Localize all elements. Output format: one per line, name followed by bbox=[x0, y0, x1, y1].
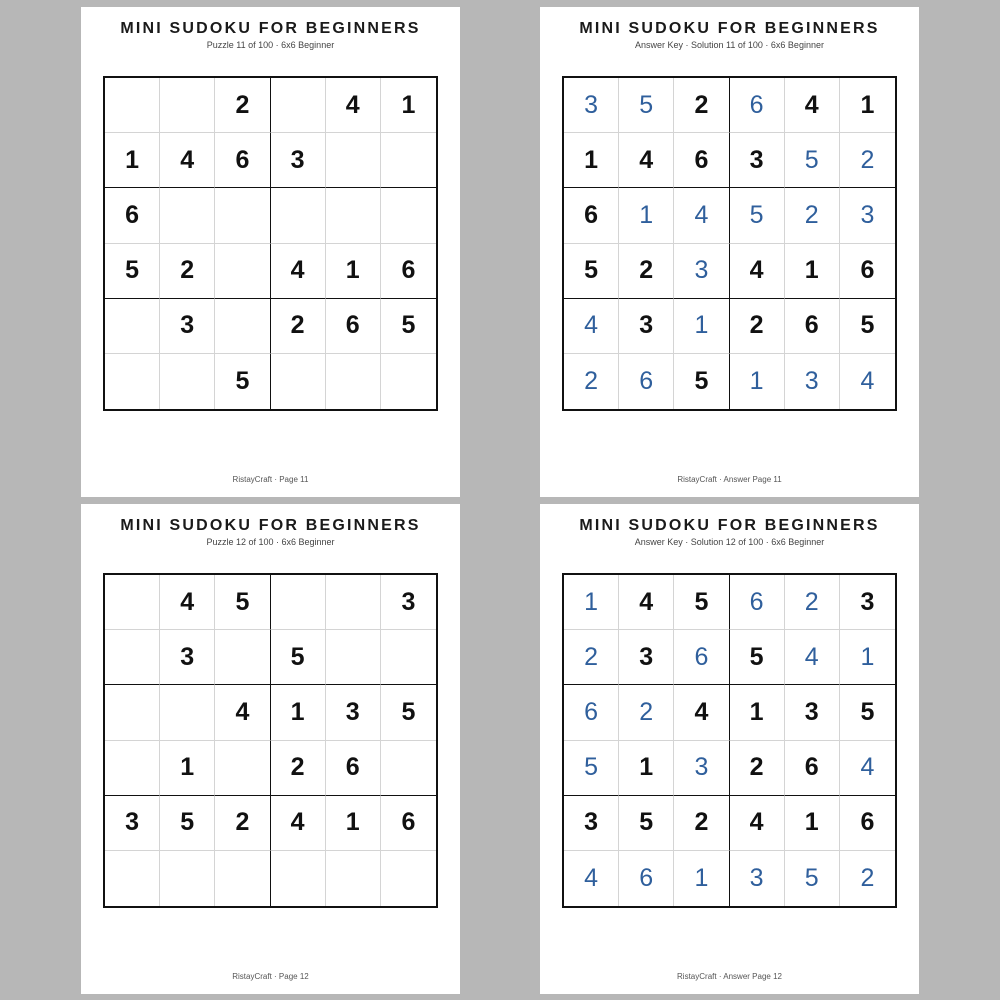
grid-cell bbox=[271, 575, 326, 630]
grid-cell: 1 bbox=[674, 299, 729, 354]
page-footer: RistayCraft · Page 11 bbox=[232, 475, 309, 484]
grid-cell: 1 bbox=[730, 354, 785, 409]
grid-cell: 2 bbox=[215, 78, 270, 133]
grid-cell bbox=[271, 851, 326, 906]
grid-cell: 5 bbox=[619, 796, 674, 851]
grid-cell: 3 bbox=[730, 133, 785, 188]
grid-cell: 4 bbox=[564, 299, 619, 354]
grid-cell: 4 bbox=[619, 133, 674, 188]
grid-cell: 3 bbox=[326, 685, 381, 740]
grid-cell: 5 bbox=[215, 354, 270, 409]
page-title: MINI SUDOKU FOR BEGINNERS bbox=[120, 20, 421, 37]
grid-cell: 3 bbox=[160, 630, 215, 685]
grid-cell: 3 bbox=[674, 741, 729, 796]
grid-cell: 5 bbox=[785, 851, 840, 906]
grid-cell bbox=[160, 851, 215, 906]
grid-cell: 3 bbox=[785, 685, 840, 740]
answer-page-12 bbox=[540, 504, 919, 994]
grid-cell bbox=[381, 851, 436, 906]
sudoku-grid bbox=[562, 76, 897, 411]
grid-cell: 6 bbox=[785, 741, 840, 796]
grid-cell: 5 bbox=[564, 741, 619, 796]
grid-cell bbox=[105, 630, 160, 685]
page-subtitle: Puzzle 11 of 100 · 6x6 Beginner bbox=[206, 40, 335, 50]
grid-cell bbox=[215, 741, 270, 796]
grid-cell bbox=[105, 851, 160, 906]
grid-cell: 6 bbox=[674, 133, 729, 188]
puzzle-page-11 bbox=[81, 7, 460, 497]
grid-cell: 2 bbox=[619, 244, 674, 299]
grid-cell: 6 bbox=[840, 796, 895, 851]
grid-cell: 5 bbox=[730, 630, 785, 685]
page-footer: RistayCraft · Page 12 bbox=[232, 972, 309, 981]
grid-cell: 3 bbox=[160, 299, 215, 354]
grid-cell: 2 bbox=[271, 299, 326, 354]
grid-cell: 5 bbox=[105, 244, 160, 299]
grid-cell: 1 bbox=[840, 630, 895, 685]
grid-cell bbox=[326, 188, 381, 243]
puzzle-page-12 bbox=[81, 504, 460, 994]
grid-cell: 2 bbox=[619, 685, 674, 740]
grid-cell: 1 bbox=[564, 575, 619, 630]
grid-cell: 6 bbox=[381, 244, 436, 299]
grid-cell: 4 bbox=[674, 188, 729, 243]
grid-cell bbox=[105, 741, 160, 796]
grid-cell: 1 bbox=[160, 741, 215, 796]
page-subtitle: Answer Key · Solution 11 of 100 · 6x6 Beginner bbox=[635, 40, 824, 50]
grid-cell: 1 bbox=[619, 188, 674, 243]
grid-cell: 6 bbox=[564, 188, 619, 243]
grid-cell: 1 bbox=[105, 133, 160, 188]
grid-cell bbox=[381, 630, 436, 685]
grid-cell: 2 bbox=[785, 188, 840, 243]
grid-cell: 5 bbox=[674, 354, 729, 409]
grid-cell: 1 bbox=[785, 244, 840, 299]
grid-cell: 4 bbox=[674, 685, 729, 740]
grid-cell: 4 bbox=[785, 78, 840, 133]
grid-cell: 1 bbox=[674, 851, 729, 906]
grid-cell: 3 bbox=[564, 796, 619, 851]
grid-cell bbox=[271, 188, 326, 243]
grid-cell: 3 bbox=[674, 244, 729, 299]
grid-cell bbox=[105, 685, 160, 740]
grid-cell: 4 bbox=[271, 796, 326, 851]
grid-cell: 6 bbox=[674, 630, 729, 685]
grid-cell: 5 bbox=[840, 299, 895, 354]
grid-cell: 1 bbox=[271, 685, 326, 740]
grid-cell: 6 bbox=[105, 188, 160, 243]
grid-cell: 2 bbox=[271, 741, 326, 796]
grid-cell: 4 bbox=[215, 685, 270, 740]
grid-cell: 3 bbox=[840, 575, 895, 630]
grid-cell: 4 bbox=[326, 78, 381, 133]
grid-cell: 4 bbox=[160, 575, 215, 630]
grid-cell: 5 bbox=[381, 685, 436, 740]
grid-cell: 3 bbox=[785, 354, 840, 409]
grid-cell: 3 bbox=[730, 851, 785, 906]
page-title: MINI SUDOKU FOR BEGINNERS bbox=[579, 20, 880, 37]
sudoku-grid bbox=[562, 573, 897, 908]
grid-cell bbox=[381, 354, 436, 409]
grid-cell: 5 bbox=[564, 244, 619, 299]
grid-cell bbox=[326, 630, 381, 685]
grid-cell bbox=[326, 354, 381, 409]
grid-cell: 2 bbox=[564, 354, 619, 409]
grid-cell bbox=[381, 741, 436, 796]
grid-cell: 6 bbox=[564, 685, 619, 740]
grid-cell bbox=[271, 78, 326, 133]
grid-cell bbox=[160, 354, 215, 409]
grid-cell: 4 bbox=[860, 366, 875, 395]
page-footer: RistayCraft · Answer Page 12 bbox=[677, 972, 782, 981]
grid-cell: 6 bbox=[785, 299, 840, 354]
grid-cell bbox=[381, 133, 436, 188]
grid-cell: 5 bbox=[785, 133, 840, 188]
page-title: MINI SUDOKU FOR BEGINNERS bbox=[120, 517, 421, 534]
grid-cell bbox=[271, 354, 326, 409]
grid-cell: 4 bbox=[564, 851, 619, 906]
page-subtitle: Answer Key · Solution 12 of 100 · 6x6 Beginner bbox=[634, 537, 825, 547]
grid-cell: 6 bbox=[215, 133, 270, 188]
grid-cell: 2 bbox=[860, 863, 875, 892]
grid-cell bbox=[160, 685, 215, 740]
grid-cell: 2 bbox=[730, 741, 785, 796]
grid-cell: 2 bbox=[160, 244, 215, 299]
grid-cell: 1 bbox=[381, 78, 436, 133]
grid-cell bbox=[326, 133, 381, 188]
grid-cell: 2 bbox=[564, 630, 619, 685]
page-subtitle: Puzzle 12 of 100 · 6x6 Beginner bbox=[206, 537, 335, 547]
grid-cell bbox=[326, 575, 381, 630]
grid-cell: 1 bbox=[840, 78, 895, 133]
grid-cell: 4 bbox=[619, 575, 674, 630]
grid-cell: 6 bbox=[326, 741, 381, 796]
grid-cell bbox=[215, 188, 270, 243]
grid-cell bbox=[215, 630, 270, 685]
grid-cell: 6 bbox=[619, 851, 674, 906]
grid-cell: 1 bbox=[785, 796, 840, 851]
grid-cell: 4 bbox=[730, 244, 785, 299]
grid-cell: 2 bbox=[674, 78, 729, 133]
grid-cell bbox=[105, 575, 160, 630]
grid-cell: 5 bbox=[674, 575, 729, 630]
grid-cell: 5 bbox=[619, 78, 674, 133]
grid-cell: 3 bbox=[271, 133, 326, 188]
grid-cell: 1 bbox=[326, 244, 381, 299]
grid-cell bbox=[215, 299, 270, 354]
grid-cell bbox=[105, 354, 160, 409]
grid-cell: 1 bbox=[564, 133, 619, 188]
grid-cell: 2 bbox=[215, 796, 270, 851]
page-footer: RistayCraft · Answer Page 11 bbox=[677, 475, 782, 484]
grid-cell: 1 bbox=[619, 741, 674, 796]
grid-cell: 6 bbox=[619, 354, 674, 409]
grid-cell bbox=[215, 244, 270, 299]
sudoku-grid bbox=[103, 76, 438, 411]
grid-cell: 3 bbox=[105, 796, 160, 851]
grid-cell: 6 bbox=[730, 575, 785, 630]
grid-cell: 4 bbox=[271, 244, 326, 299]
grid-cell bbox=[105, 299, 160, 354]
grid-cell: 3 bbox=[564, 78, 619, 133]
grid-cell: 4 bbox=[160, 133, 215, 188]
grid-cell: 3 bbox=[381, 575, 436, 630]
grid-cell: 2 bbox=[785, 575, 840, 630]
grid-cell: 6 bbox=[381, 796, 436, 851]
answer-page-11 bbox=[540, 7, 919, 497]
grid-cell: 6 bbox=[730, 78, 785, 133]
grid-cell: 2 bbox=[730, 299, 785, 354]
page-title: MINI SUDOKU FOR BEGINNERS bbox=[579, 517, 880, 534]
grid-cell bbox=[326, 851, 381, 906]
grid-cell: 3 bbox=[840, 188, 895, 243]
grid-cell: 2 bbox=[674, 796, 729, 851]
grid-cell: 6 bbox=[326, 299, 381, 354]
grid-cell: 1 bbox=[730, 685, 785, 740]
grid-cell bbox=[160, 78, 215, 133]
grid-cell: 3 bbox=[619, 299, 674, 354]
grid-cell: 5 bbox=[840, 685, 895, 740]
grid-cell bbox=[105, 78, 160, 133]
grid-cell: 2 bbox=[840, 133, 895, 188]
grid-cell: 5 bbox=[381, 299, 436, 354]
grid-cell: 5 bbox=[271, 630, 326, 685]
grid-cell: 3 bbox=[619, 630, 674, 685]
grid-cell: 4 bbox=[785, 630, 840, 685]
grid-cell: 1 bbox=[326, 796, 381, 851]
grid-cell bbox=[160, 188, 215, 243]
grid-cell: 5 bbox=[730, 188, 785, 243]
grid-cell bbox=[381, 188, 436, 243]
grid-cell: 6 bbox=[840, 244, 895, 299]
grid-cell: 5 bbox=[160, 796, 215, 851]
grid-cell: 5 bbox=[215, 575, 270, 630]
grid-cell: 4 bbox=[840, 741, 895, 796]
sudoku-grid bbox=[103, 573, 438, 908]
grid-cell: 4 bbox=[730, 796, 785, 851]
grid-cell bbox=[215, 851, 270, 906]
